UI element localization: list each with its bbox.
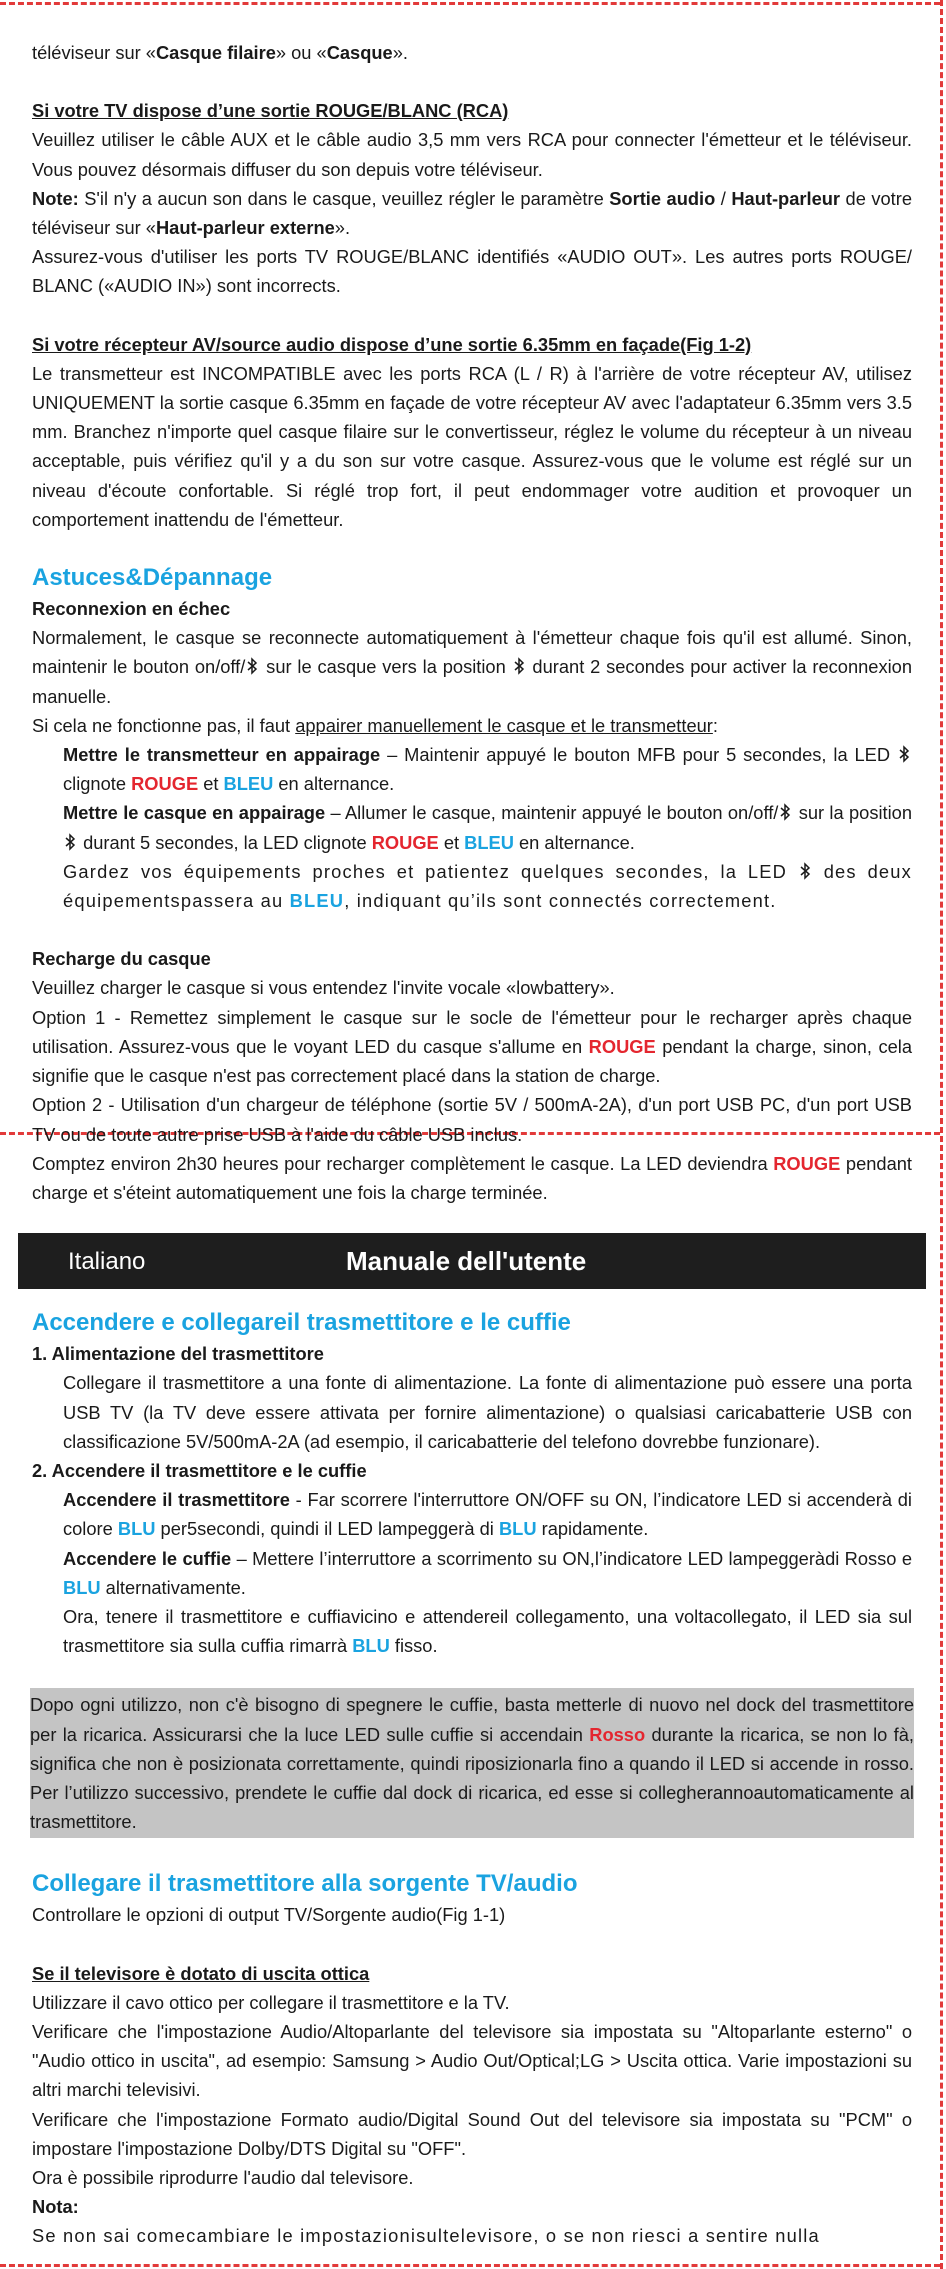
charge-duration: Comptez environ 2h30 heures pour recharger complètement le casque. La LED deviendra ROUGE pendant charge et s'éteint automatiquement une fois la charge terminée. [32,1152,912,1203]
optical-p2: Verificare che l'impostazione Audio/Altoparlante del televisore sia impostata su "Altoparlante esterno" o "Audio ottico in uscita", ad esempio: Samsung > Audio Out/Optical;LG > Uscita ottica. Varie impostazioni su altri marchi televisivi. [32,2020,912,2101]
cut-line-right [940,0,943,2269]
keep-close-step: Gardez vos équipements proches et patientez quelques secondes, la LED des deux équipementspassera au BLEU, indiquant qu’ils sont connectés correctement. [63,860,913,912]
rca-section [32,96,912,300]
rca-paragraph: Veuillez utiliser le câble AUX et le câble audio 3,5 mm vers RCA pour connecter l'émetteur et le téléviseur. Vous pouvez désormais diffuser du son depuis votre téléviseur. [32,129,912,180]
bluetooth-icon [247,657,258,675]
page-content [32,38,912,2251]
turn-on-transmitter: Accendere il trasmettitore - Far scorrere l'interruttore ON/OFF su ON, l’indicatore LED si accenderà di colore BLU per5secondi, quindi il LED lampeggerà di BLU rapidamente. [63,1489,912,1540]
language-label: Italiano [68,1247,146,1275]
manual-pair-intro: Si cela ne fonctionne pas, il faut appairer manuellement le casque et le transmetteur: [32,714,718,736]
bluetooth-icon [514,657,525,675]
optical-p3: Verificare che l'impostazione Formato audio/Digital Sound Out del televisore sia impostata su "PCM" o impostare l'impostazione Dolby/DTS Digital su "OFF". [32,2108,912,2159]
charge-paragraph: Veuillez charger le casque si vous entendez l'invite vocale «lowbattery». [32,977,615,999]
bluetooth-icon [899,745,910,763]
note-paragraph: Se non sai comecambiare le impostazionisultelevisore, o se non riesci a sentire nulla [32,2225,820,2247]
language-header-bar [18,1233,926,1289]
manual-title: Manuale dell'utente [346,1245,587,1276]
rca-ports-paragraph: Assurez-vous d'utiliser les ports TV ROUGE/BLANC identifiés «AUDIO OUT». Les autres ports ROUGE/ BLANC («AUDIO IN») sont incorrects. [32,246,912,297]
check-output-paragraph: Controllare le opzioni di output TV/Sorgente audio(Fig 1-1) [32,1904,506,1926]
charging-note-box: Dopo ogni utilizzo, non c'è bisogno di spegnere le cuffie, basta metterle di nuovo nel dock del trasmettitore per la ricarica. Assicurarsi che la luce LED sulle cuffie si accendain Rosso durante la ricarica, se non lo fà, significa che non è posizionata correttamente, quindi riposizionarla fino a quando il LED si accende in rosso. Per l’utilizzo successivo, prendete le cuffie dal dock di ricarica, ed esse si collegherannoautomaticamente al trasmettitore. [30,1688,914,1838]
power-paragraph: Collegare il trasmettitore a una fonte di alimentazione. La fonte di alimentazione può essere una porta USB TV (la TV deve essere attivata per fornire alimentazione) o qualsiasi caricabatterie USB con classificazione 5V/500mA-2A (ad esempio, il caricabatterie del telefono dovrebbe funzionare). [63,1372,912,1452]
rca-heading: Si votre TV dispose d’une sortie ROUGE/BLANC (RCA) [32,100,509,122]
turn-on-headphones: Accendere le cuffie – Mettere l’interruttore a scorrimento su ON,l’indicatore LED lampeggeràdi Rosso e BLU alternativamente. [63,1547,913,1598]
optical-p4: Ora è possibile riprodurre l'audio dal televisore. [32,2166,414,2188]
pair-headset-step: Mettre le casque en appairage – Allumer le casque, maintenir appuyé le bouton on/off/ sur la position durant 5 secondes, la LED clignote ROUGE et BLEU en alternance. [63,802,913,853]
reconnect-heading: Reconnexion en échec [32,598,231,620]
power-heading: 1. Alimentazione del trasmettitore [32,1343,324,1365]
bluetooth-icon [780,803,791,821]
cut-line-bottom [0,2264,940,2267]
cut-line-top [0,2,940,5]
charge-section [32,944,912,1207]
turn-on-heading: 2. Accendere il trasmettitore e le cuffie [32,1459,367,1481]
charge-heading: Recharge du casque [32,948,211,970]
connect-source-title: Collegare il trasmettitore alla sorgente TV/audio [32,1870,578,1898]
charge-option-2: Option 2 - Utilisation d'un chargeur de téléphone (sortie 5V / 500mA-2A), d'un port USB PC, d'un port USB TV ou de toute autre prise USB à l'aide du câble USB inclus. [32,1094,912,1145]
bluetooth-icon [65,833,76,851]
av-paragraph: Le transmetteur est INCOMPATIBLE avec les ports RCA (L / R) à l'arrière de votre récepteur AV, utilisez UNIQUEMENT la sortie casque 6.35mm en façade de votre récepteur AV avec l'adaptateur 6.35mm vers 3.5 mm. Branchez n'importe quel casque filaire sur le convertisseur, réglez le volume du récepteur à un niveau acceptable, puis vérifiez qu'il y a du son sur votre casque. Assurez-vous que le volume est réglé sur un niveau d'écoute confortable. Si réglé trop fort, il peut endommager votre audition et provoquer un comportement inattendu de l'émetteur. [32,362,912,530]
note-label: Nota: [32,2196,79,2218]
charge-option-1: Option 1 - Remettez simplement le casque sur le socle de l'émetteur pour le recharger après chaque utilisation. Assurez-vous que le voyant LED du casque s'allume en ROUGE pendant la charge, sinon, cela signifie que le casque n'est pas correctement placé dans la station de charge. [32,1006,912,1087]
reconnect-paragraph: Normalement, le casque se reconnecte automatiquement à l'émetteur chaque fois qu'il est allumé. Sinon, maintenir le bouton on/off/ sur le casque vers la position durant 2 secondes pour activer la reconnexion manuelle. [32,627,913,707]
power-connect-title: Accendere e collegareil trasmettitore e le cuffie [32,1309,571,1337]
pair-transmitter-step: Mettre le transmetteur en appairage – Maintenir appuyé le bouton MFB pour 5 secondes, la LED clignote ROUGE et BLEU en alternance. [32,740,912,798]
tv-setting-line: téléviseur sur «Casque filaire» ou «Casque». [32,42,408,63]
connection-paragraph: Ora, tenere il trasmettitore e cuffiavicino e attendereil collegamento, una voltacollegato, il LED sia sul trasmettitore sia sulla cuffia rimarrà BLU fisso. [63,1605,912,1657]
av-section [32,330,912,534]
bluetooth-icon [800,862,811,880]
optical-heading: Se il televisore è dotato di uscita ottica [32,1962,370,1984]
optical-p1: Utilizzare il cavo ottico per collegare il trasmettitore e la TV. [32,1991,510,2013]
tips-title: Astuces&Dépannage [32,564,273,592]
optical-section [32,1959,912,2251]
rca-note: Note: S'il n'y a aucun son dans le casque, veuillez régler le paramètre Sortie audio / Haut-parleur de votre téléviseur sur «Haut-parleur externe». [32,187,912,239]
av-heading: Si votre récepteur AV/source audio dispose d’une sortie 6.35mm en façade(Fig 1-2) [32,333,752,355]
